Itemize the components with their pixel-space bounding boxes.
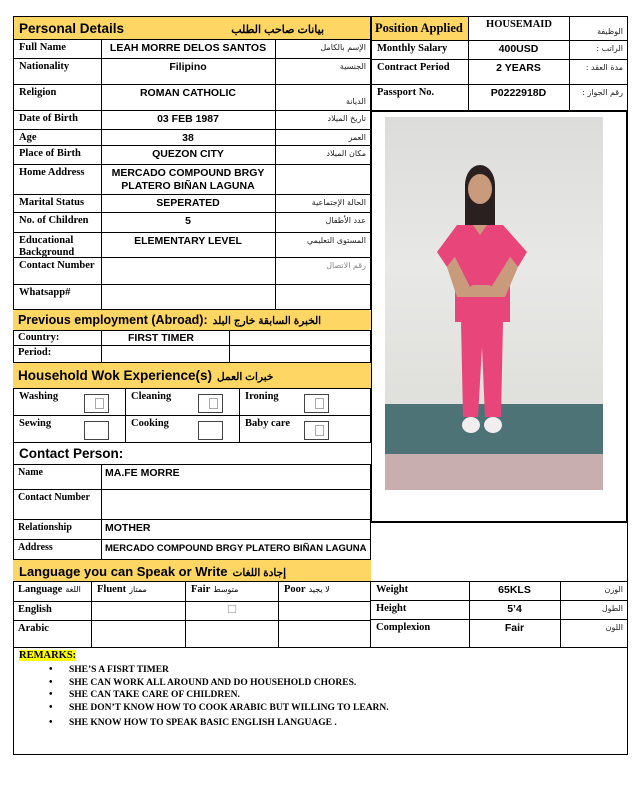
- personal-details-title-ar: بيانات صاحب الطلب: [231, 24, 324, 36]
- prev-employment-label: Country:: [13, 331, 102, 346]
- field-value-text: 5: [185, 215, 191, 227]
- contact-person-value: MA.FE MORRE: [101, 465, 371, 490]
- contact-person-header: [13, 443, 371, 465]
- position-title: Position Applied: [375, 21, 463, 35]
- experience-checkbox[interactable]: [304, 421, 329, 440]
- position-ar-cell: [569, 16, 628, 41]
- checkbox-inner-icon: [209, 398, 218, 409]
- experience-label: Cooking: [131, 418, 169, 429]
- language-header-row: [186, 582, 278, 596]
- applicant-photo: [385, 117, 603, 490]
- field-value: [101, 40, 276, 59]
- experience-label: Sewing: [19, 418, 52, 429]
- field-label: Nationality: [13, 59, 102, 85]
- previous-employment-title-ar: الخبرة السابقة خارج البلد: [212, 315, 322, 327]
- physical-value: Fair: [469, 620, 561, 648]
- position-field-label: Monthly Salary: [371, 41, 469, 60]
- field-label: Place of Birth: [13, 146, 102, 165]
- field-label-ar: مكان الميلاد: [275, 146, 371, 165]
- field-label-ar: العمر: [275, 130, 371, 146]
- language-header-label: Fair: [191, 584, 211, 595]
- field-value-text: Filipino: [169, 61, 207, 73]
- field-value: [101, 146, 276, 165]
- language-level-poor[interactable]: [279, 602, 371, 621]
- field-label: Home Address: [13, 165, 102, 195]
- position-value-cell: [468, 16, 570, 41]
- field-value: [101, 213, 276, 233]
- language-header: [13, 560, 371, 582]
- field-value-text: QUEZON CITY: [152, 148, 224, 160]
- language-header-label-ar: لا يجيد: [308, 585, 330, 594]
- language-header-label: Language: [18, 584, 63, 595]
- personal-details-title-row: [19, 21, 366, 36]
- previous-employment-header: [13, 310, 371, 331]
- field-value-text: 38: [182, 132, 194, 144]
- position-field-value: 400USD: [468, 41, 570, 60]
- field-label-ar: المستوى التعليمي: [275, 233, 371, 258]
- field-label-ar: الجنسية: [275, 59, 371, 85]
- remarks-list: [13, 664, 389, 730]
- checkbox-inner-icon: [95, 398, 104, 409]
- physical-label: Height: [371, 601, 470, 620]
- field-value-text: ROMAN CATHOLIC: [139, 87, 237, 99]
- language-header-row: [92, 582, 185, 596]
- field-label: Age: [13, 130, 102, 146]
- position-field-value: 2 YEARS: [468, 60, 570, 85]
- face: [468, 174, 492, 204]
- physical-label-ar: الطول: [560, 601, 628, 620]
- language-header-row: [279, 582, 370, 596]
- language-name: English: [13, 602, 92, 621]
- contact-person-title: Contact Person:: [19, 446, 124, 461]
- hands: [469, 285, 493, 297]
- experience-checkbox[interactable]: [198, 421, 223, 440]
- experience-label: Washing: [19, 391, 59, 402]
- position-title-ar: الوظيفة: [597, 27, 623, 36]
- contact-person-value: [101, 490, 371, 520]
- remark-item: • SHE CAN WORK ALL AROUND AND DO HOUSEHOLD CHORES.: [69, 677, 389, 690]
- language-header-label-ar: متوسط: [213, 585, 239, 594]
- field-value: [101, 111, 276, 130]
- language-header-row: [13, 582, 91, 596]
- position-value: HOUSEMAID: [486, 19, 552, 30]
- checkbox-inner-icon: [315, 398, 324, 409]
- experience-checkbox[interactable]: [84, 394, 109, 413]
- position-header: [371, 16, 469, 41]
- physical-label: Weight: [371, 582, 470, 601]
- prev-employment-extra: [229, 331, 371, 346]
- field-label: Educational Background: [13, 233, 102, 258]
- field-value-text: LEAH MORRE DELOS SANTOS: [109, 42, 267, 54]
- experience-label: Baby care: [245, 418, 291, 429]
- prev-employment-label: Period:: [13, 346, 102, 363]
- field-label-ar: [275, 165, 371, 195]
- field-label: Whatsapp#: [13, 285, 102, 310]
- field-value-text: MERCADO COMPOUND BRGY: [111, 167, 265, 179]
- position-field-value: P0222918D: [468, 85, 570, 111]
- floor-tiles: [385, 454, 603, 490]
- remark-item: • SHE DON’T KNOW HOW TO COOK ARABIC BUT WILLING TO LEARN.: [69, 702, 389, 715]
- language-header-cell: [279, 582, 371, 602]
- field-value: [101, 59, 276, 85]
- language-level-fluent[interactable]: [92, 621, 186, 648]
- field-value-text: ELEMENTARY LEVEL: [134, 235, 242, 247]
- physical-label-ar: اللون: [560, 620, 628, 648]
- field-label-ar: رقم الاتصال: [275, 258, 371, 285]
- contact-person-label: Address: [13, 540, 102, 560]
- field-label-ar: الإسم بالكامل: [275, 40, 371, 59]
- field-value: [101, 85, 276, 111]
- contact-person-value: MERCADO COMPOUND BRGY PLATERO BIÑAN LAGUNA: [101, 540, 371, 560]
- field-label: Religion: [13, 85, 102, 111]
- contact-person-label: Name: [13, 465, 102, 490]
- previous-employment-title-row: [18, 313, 321, 327]
- experience-label: Ironing: [245, 391, 279, 402]
- previous-employment-title: Previous employment (Abroad):: [18, 313, 208, 327]
- field-value-text: 03 FEB 1987: [157, 113, 219, 125]
- experience-label: Cleaning: [131, 391, 172, 402]
- contact-person-label: Contact Number: [13, 490, 102, 520]
- field-value: [101, 233, 276, 258]
- contact-person-label: Relationship: [13, 520, 102, 540]
- physical-value: 5’4: [469, 601, 561, 620]
- household-experience-title: Household Wok Experience(s): [18, 368, 213, 383]
- remarks-section: [13, 648, 628, 755]
- blank-cell-under-photo: [371, 523, 628, 582]
- field-value: [101, 165, 276, 195]
- applicant-photo-drawing: [385, 117, 603, 490]
- experience-checkbox[interactable]: [304, 394, 329, 413]
- shoe-left: [462, 417, 480, 433]
- field-label: Contact Number: [13, 258, 102, 285]
- language-header-label: Fluent: [97, 584, 127, 595]
- position-field-label-ar: رقم الجواز :: [569, 85, 628, 111]
- field-label-ar: الحالة الإجتماعية: [275, 195, 371, 213]
- scrub-pants: [461, 322, 503, 417]
- language-level-fair[interactable]: [186, 621, 279, 648]
- language-level-fair[interactable]: ☐: [186, 602, 279, 621]
- position-field-label-ar: مدة العقد :: [569, 60, 628, 85]
- household-experience-header: [13, 363, 371, 389]
- field-value-text-line2: PLATERO BIÑAN LAGUNA: [121, 180, 255, 192]
- position-field-label: Passport No.: [371, 85, 469, 111]
- shoe-right: [484, 417, 502, 433]
- position-field-label-ar: الراتب :: [569, 41, 628, 60]
- language-level-fluent[interactable]: [92, 602, 186, 621]
- language-title: Language you can Speak or Write: [19, 564, 228, 579]
- field-label: Marital Status: [13, 195, 102, 213]
- physical-label-ar: الوزن: [560, 582, 628, 601]
- field-label-ar: [275, 285, 371, 310]
- prev-employment-value: [101, 346, 230, 363]
- language-title-row: [19, 564, 286, 579]
- language-header-label-ar: اللغة: [65, 585, 81, 594]
- remarks-title: REMARKS:: [19, 650, 77, 661]
- language-header-label-ar: ممتاز: [129, 585, 147, 594]
- physical-value: 65KLS: [469, 582, 561, 601]
- prev-employment-value: FIRST TIMER: [101, 331, 230, 346]
- household-experience-title-ar: خبرات العمل: [217, 371, 274, 383]
- position-field-label: Contract Period: [371, 60, 469, 85]
- experience-checkbox[interactable]: [84, 421, 109, 440]
- prev-employment-extra: [229, 346, 371, 363]
- field-label: No. of Children: [13, 213, 102, 233]
- field-label-ar: تاريخ الميلاد: [275, 111, 371, 130]
- physical-label: Complexion: [371, 620, 470, 648]
- field-label: Full Name: [13, 40, 102, 59]
- field-label: Date of Birth: [13, 111, 102, 130]
- language-header-label: Poor: [284, 584, 306, 595]
- language-header-cell: [92, 582, 186, 602]
- field-value: [101, 258, 276, 285]
- field-value: [101, 130, 276, 146]
- language-level-poor[interactable]: [279, 621, 371, 648]
- field-label-ar: الديانة: [275, 85, 371, 111]
- language-name: Arabic: [13, 621, 92, 648]
- experience-checkbox[interactable]: [198, 394, 223, 413]
- checkbox-inner-icon: [315, 425, 324, 436]
- contact-person-value: MOTHER: [101, 520, 371, 540]
- remark-item: • SHE CAN TAKE CARE OF CHILDREN.: [69, 689, 389, 702]
- language-header-cell: [186, 582, 279, 602]
- personal-details-title: Personal Details: [19, 21, 125, 36]
- language-title-ar: إجادة اللغات: [232, 567, 286, 579]
- field-value-text: SEPERATED: [156, 197, 220, 209]
- remark-item: • SHE KNOW HOW TO SPEAK BASIC ENGLISH LANGUAGE .: [69, 717, 389, 730]
- field-value: [101, 285, 276, 310]
- remark-item: • SHE’S A FISRT TIMER: [69, 664, 389, 677]
- personal-details-header: [13, 16, 371, 40]
- field-value: [101, 195, 276, 213]
- language-header-cell: [13, 582, 92, 602]
- field-label-ar: عدد الأطفال: [275, 213, 371, 233]
- household-experience-title-row: [18, 368, 273, 383]
